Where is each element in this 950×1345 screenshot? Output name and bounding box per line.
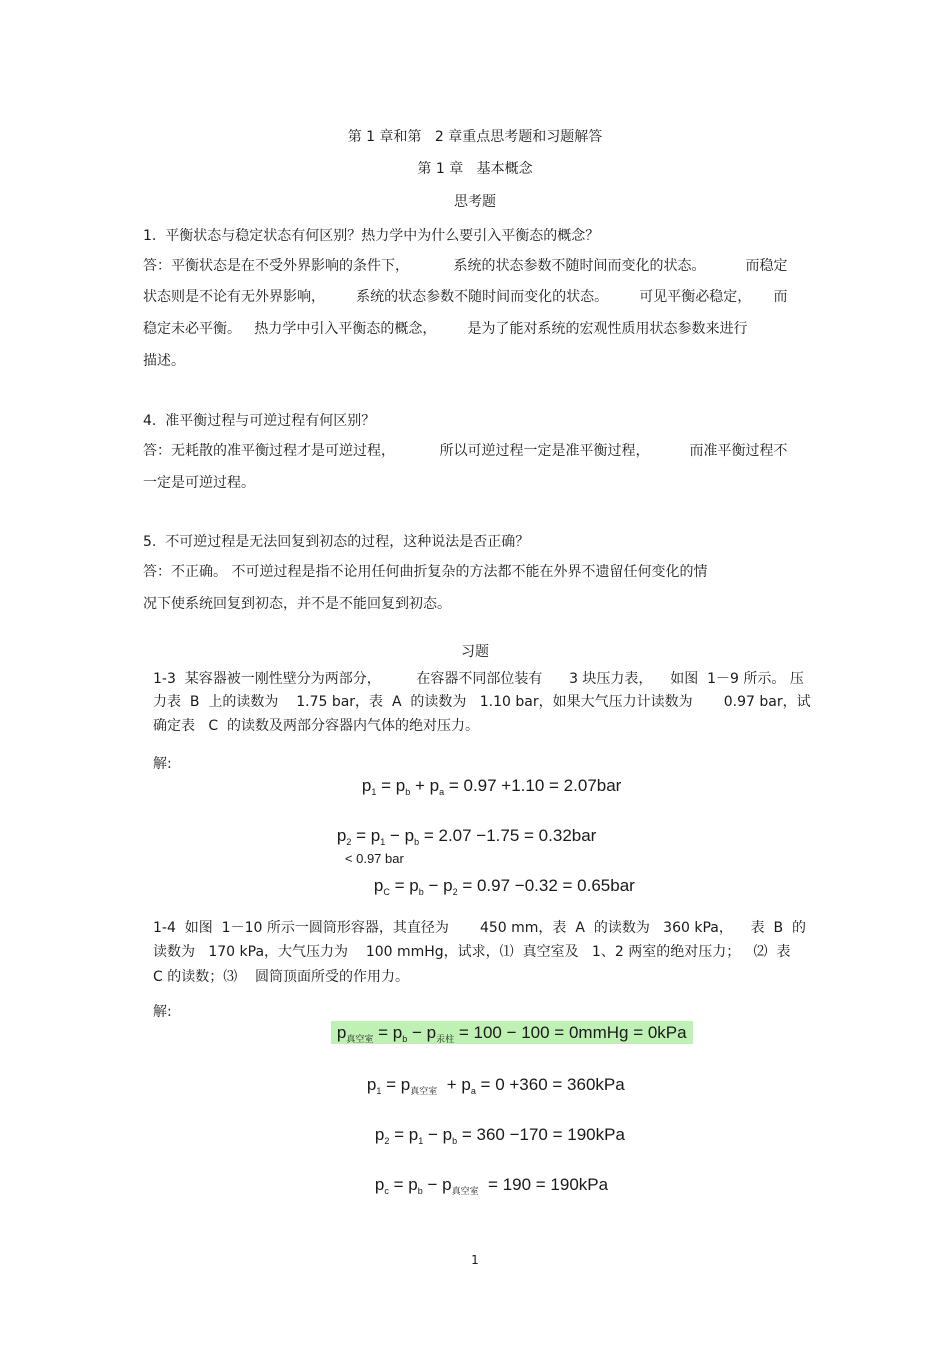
exercise-1-3-line: 确定表 C 的读数及两部分容器内气体的绝对压力。: [153, 718, 480, 734]
solution-label: 解:: [153, 1004, 172, 1020]
questions-heading: 思考题: [454, 194, 496, 210]
question-1: 1. 平衡状态与稳定状态有何区别？热力学中为什么要引入平衡态的概念？: [143, 228, 600, 244]
document-title: 第 1 章和第 2 章重点思考题和习题解答: [347, 129, 603, 145]
answer-5-line: 答：不正确。 不可逆过程是指不论用任何曲折复杂的方法都不能在外界不遗留任何变化的情: [143, 564, 708, 580]
answer-5-line: 况下使系统回复到初态，并不是不能回复到初态。: [143, 596, 451, 612]
exercise-1-4-line: C 的读数；⑶ 圆筒顶面所受的作用力。: [153, 969, 410, 985]
comparison-note: < 0.97 bar: [344, 851, 404, 866]
exercise-1-3-line: 力表 B 上的读数为 1.75 bar，表 A 的读数为 1.10 bar，如果大气压力计读数为 0.97 bar，试: [153, 694, 811, 710]
equation-p1: $p_1 = p_b + p_a = 0.97 +1.10 = 2.07bar$: [361, 776, 622, 797]
equation-pc: $p_C = p_b - p_2 = 0.97 -0.32 = 0.65bar$: [373, 876, 635, 897]
exercise-1-4-line: 1-4 如图 1－10 所示一圆筒形容器，其直径为 450 mm，表 A 的读数为 360 kPa， 表 B 的: [153, 920, 807, 936]
answer-1-line: 状态则是不论有无外界影响， 系统的状态参数不随时间而变化的状态。 可见平衡必稳定， 而: [143, 289, 788, 305]
highlighted-equation: $p_{真空室} = p_b - p_{汞柱} = 100 - 100$ = 0mmHg = 0kPa: [331, 1021, 693, 1044]
exercise-1-4-line: 读数为 170 kPa，大气压力为 100 mmHg，试求，⑴ 真空室及 1、2 两室的绝对压力； ⑵ 表: [153, 944, 791, 960]
answer-1-line: 答：平衡状态是在不受外界影响的条件下， 系统的状态参数不随时间而变化的状态。 而稳定: [143, 258, 788, 274]
answer-4-line: 一定是可逆过程。: [143, 475, 255, 491]
equation-pc: $p_c = p_b - p_{真空室} = 190 = 190kPa$: [374, 1175, 609, 1196]
answer-1-line: 稳定未必平衡。 热力学中引入平衡态的概念， 是为了能对系统的宏观性质用状态参数来进行: [143, 321, 748, 337]
exercise-1-3-line: 1-3 某容器被一刚性壁分为两部分， 在容器不同部位装有 3 块压力表， 如图 1－9 所示。 压: [153, 671, 804, 687]
exercises-heading: 习题: [461, 644, 489, 660]
answer-1-line: 描述。: [143, 353, 185, 369]
chapter-heading: 第 1 章 基本概念: [417, 161, 533, 177]
equation-p1: $p_1 = p_{真空室} + p_a = 0 +360 = 360kPa$: [366, 1075, 625, 1096]
question-5: 5. 不可逆过程是无法回复到初态的过程，这种说法是否正确？: [143, 534, 530, 550]
equation-p2: $p_2 = p_1 - p_b = 2.07 -1.75 = 0.32bar$ < 0.97 bar: [336, 826, 597, 866]
question-4: 4. 准平衡过程与可逆过程有何区别？: [143, 413, 376, 429]
equation-p2: $p_2 = p_1 - p_b = 360 -170 = 190kPa$: [374, 1125, 625, 1146]
answer-4-line: 答：无耗散的准平衡过程才是可逆过程， 所以可逆过程一定是准平衡过程， 而准平衡过程不: [143, 443, 788, 459]
solution-label: 解:: [153, 756, 172, 772]
page-number: 1: [471, 1253, 479, 1267]
